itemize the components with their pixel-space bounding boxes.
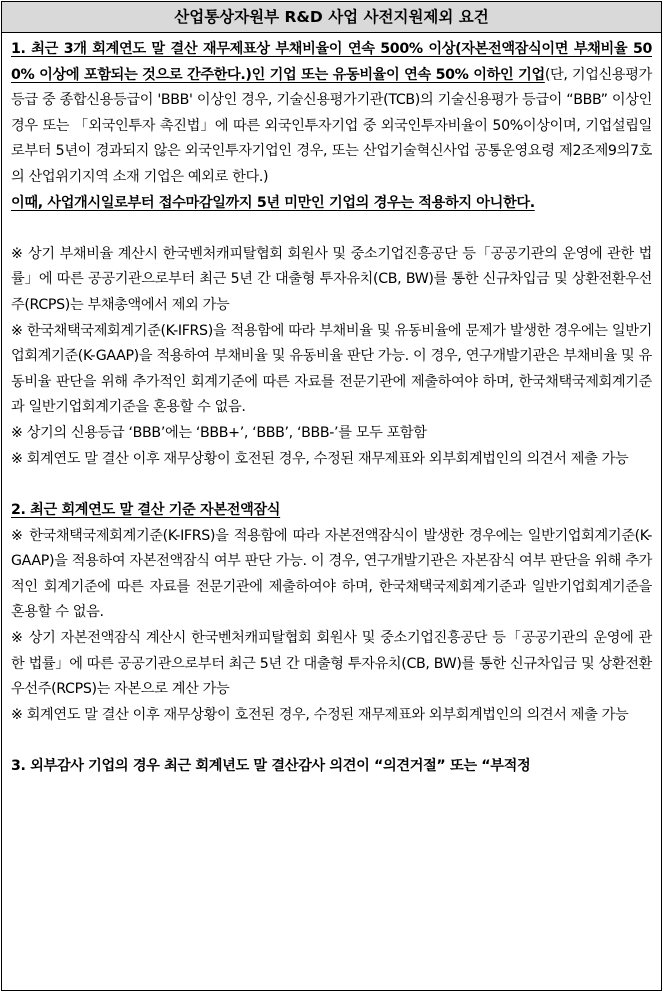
section-1-exception: (단, 기업신용평가등급 중 종합신용등급이 'BBB' 이상인 경우, 기술신용평가기관(TCB)의 기술신용평가 등급이 “BBB” 이상인 경우 또는 「외국인투자 촉진법」에 따른 외국인투자기업 중 외국인투자비율이 50%이상이며, 기업설립일로부터 5년이 경과되지 않은 외국인투자기업인 경우, 또는 산업기술혁신사업 공통운영요령 제2조제9의7호의 산업위기지역 소재 기업은 예외로 한다.) bbox=[11, 66, 652, 185]
document-content bbox=[2, 33, 661, 780]
section-2-bullet-2: ※ 상기 자본전액잠식 계산시 한국벤처캐피탈협회 회원사 및 중소기업진흥공단 등「공공기관의 운영에 관한 법률」에 따른 공공기관으로부터 최근 5년 간 대출형 투자유치(CB, BW)를 통한 신규차입금 및 상환전환우선주(RCPS)는 자본으로 계산 가능 bbox=[11, 630, 652, 698]
section-1-bullet-3: ※ 상기의 신용등급 ‘BBB’에는 ‘BBB+’, ‘BBB’, ‘BBB-’를 모두 포함함 bbox=[11, 424, 427, 441]
section-1-note-paragraph bbox=[11, 191, 652, 217]
spacer bbox=[11, 472, 652, 498]
section-3-heading: 3. 외부감사 기업의 경우 최근 회계년도 말 결산감사 의견이 “의견거절” 또는 “부적정 bbox=[11, 758, 531, 775]
section-1 bbox=[11, 37, 652, 191]
section-1-heading: 1. 최근 3개 회계연도 말 결산 재무제표상 부채비율이 연속 500% 이상(자본전액잠식이면 부채비율 500% 이상에 포함되는 것으로 간주한다.)인 기업 또는 유동비율이 연속 50% 이하인 기업 bbox=[11, 41, 652, 83]
section-2-bullet-3: ※ 회계연도 말 결산 이후 재무상황이 호전된 경우, 수정된 재무제표와 외부회계법인의 의견서 제출 가능 bbox=[11, 706, 629, 723]
section-3-heading-paragraph bbox=[11, 754, 652, 780]
section-1-bullet-2: ※ 한국채택국제회계기준(K-IFRS)을 적용함에 따라 부채비율 및 유동비율에 문제가 발생한 경우에는 일반기업회계기준(K-GAAP)을 적용하여 부채비율 및 유동비율 판단 가능. 이 경우, 연구개발기관은 부채비율 및 유동비율 판단을 위해 추가적인 회계기준에 따른 자료를 전문기관에 제출하여야 하며, 한국채택국제회계기준과 일반기업회계기준을 혼용할 수 없음. bbox=[11, 322, 652, 416]
document-title: 산업통상자원부 R&D 사업 사전지원제외 요건 bbox=[2, 2, 661, 33]
section-1-note: 이때, 사업개시일로부터 접수마감일까지 5년 미만인 기업의 경우는 적용하지 아니한다. bbox=[11, 194, 535, 211]
spacer bbox=[11, 728, 652, 754]
section-2-heading: 2. 최근 회계연도 말 결산 기준 자본전액잠식 bbox=[11, 502, 281, 519]
section-1-bullet-1: ※ 상기 부채비율 계산시 한국벤처캐피탈협회 회원사 및 중소기업진흥공단 등「공공기관의 운영에 관한 법률」에 따른 공공기관으로부터 최근 5년 간 대출형 투자유치(CB, BW)를 통한 신규차입금 및 상환전환우선주(RCPS)는 부채총액에서 제외 가능 bbox=[11, 245, 652, 313]
section-2-bullet-1: ※ 한국채택국제회계기준(K-IFRS)을 적용함에 따라 자본전액잠식이 발생한 경우에는 일반기업회계기준(K-GAAP)을 적용하여 자본전액잠식 여부 판단 가능. 이 경우, 연구개발기관은 자본잠식 여부 판단을 위해 추가적인 회계기준에 따른 자료를 전문기관에 제출하여야 하며, 한국채택국제회계기준과 일반기업회계기준을 혼용할 수 없음. bbox=[11, 527, 652, 621]
section-2-heading-paragraph bbox=[11, 498, 652, 524]
spacer bbox=[11, 216, 652, 242]
requirements-document bbox=[1, 1, 662, 991]
section-1-bullet-4: ※ 회계연도 말 결산 이후 재무상황이 호전된 경우, 수정된 재무제표와 외부회계법인의 의견서 제출 가능 bbox=[11, 450, 629, 467]
